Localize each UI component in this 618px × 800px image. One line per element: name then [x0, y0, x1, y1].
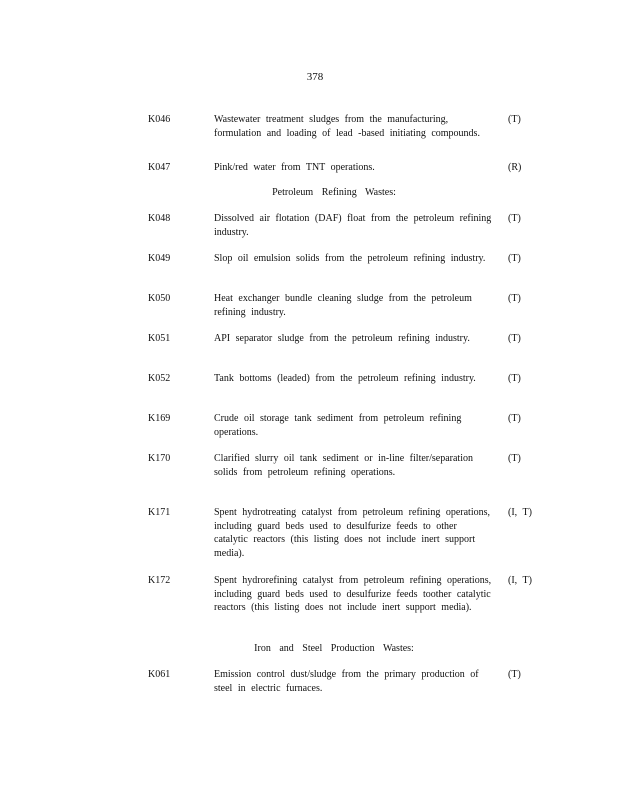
waste-entry — [0, 212, 618, 252]
waste-code: K051 — [148, 333, 171, 344]
waste-description: API separator sludge from the petroleum refining industry. — [214, 333, 470, 344]
waste-description: Spent hydrorefining catalyst from petroleum refining operations, including guard beds used to desulfurize feeds toother catalytic reactors (this listing does not include inert support media). — [214, 575, 492, 613]
waste-code: K047 — [148, 162, 171, 173]
waste-code: K052 — [148, 373, 171, 384]
section-heading: Iron and Steel Production Wastes: — [254, 643, 414, 654]
waste-listing — [0, 113, 618, 708]
waste-entry — [0, 292, 618, 332]
waste-entry — [0, 113, 618, 161]
hazard-code: (T) — [508, 373, 521, 384]
waste-description: Crude oil storage tank sediment from petroleum refining operations. — [214, 413, 462, 438]
waste-entry — [0, 332, 618, 372]
waste-description: Pink/red water from TNT operations. — [214, 162, 375, 173]
hazard-code: (T) — [508, 293, 521, 304]
waste-code: K172 — [148, 575, 171, 586]
waste-code: K169 — [148, 413, 171, 424]
waste-code: K050 — [148, 293, 171, 304]
waste-code: K170 — [148, 453, 171, 464]
hazard-code: (T) — [508, 669, 521, 680]
hazard-code: (T) — [508, 253, 521, 264]
waste-entry — [0, 668, 618, 708]
waste-entry — [0, 452, 618, 506]
hazard-code: (T) — [508, 114, 521, 125]
waste-description: Spent hydrotreating catalyst from petroleum refining operations, including guard beds used to desulfurize feeds to other catalytic reactors (this listing does not include inert support media). — [214, 507, 490, 559]
hazard-code: (I, T) — [508, 575, 532, 586]
waste-entry — [0, 412, 618, 452]
waste-description: Emission control dust/sludge from the primary production of steel in electric furnaces. — [214, 669, 479, 694]
waste-code: K046 — [148, 114, 171, 125]
waste-entry — [0, 506, 618, 574]
waste-code: K171 — [148, 507, 171, 518]
hazard-code: (T) — [508, 413, 521, 424]
waste-description: Tank bottoms (leaded) from the petroleum refining industry. — [214, 373, 476, 384]
hazard-code: (T) — [508, 453, 521, 464]
waste-code: K048 — [148, 213, 171, 224]
waste-code: K061 — [148, 669, 171, 680]
section-heading: Petroleum Refining Wastes: — [272, 187, 396, 198]
waste-description: Dissolved air flotation (DAF) float from the petroleum refining industry. — [214, 213, 492, 238]
waste-entry — [0, 574, 618, 642]
hazard-code: (R) — [508, 162, 522, 173]
waste-entry — [0, 252, 618, 292]
waste-description: Slop oil emulsion solids from the petroleum refining industry. — [214, 253, 486, 264]
waste-description: Wastewater treatment sludges from the manufacturing, formulation and loading of lead -based initiating compounds. — [214, 114, 480, 139]
waste-description: Heat exchanger bundle cleaning sludge from the petroleum refining industry. — [214, 293, 472, 318]
waste-entry — [0, 372, 618, 412]
hazard-code: (T) — [508, 213, 521, 224]
page-number: 378 — [306, 71, 324, 83]
waste-code: K049 — [148, 253, 171, 264]
hazard-code: (I, T) — [508, 507, 532, 518]
waste-entry — [0, 161, 618, 186]
waste-description: Clarified slurry oil tank sediment or in-line filter/separation solids from petroleum refining operations. — [214, 453, 473, 478]
hazard-code: (T) — [508, 333, 521, 344]
